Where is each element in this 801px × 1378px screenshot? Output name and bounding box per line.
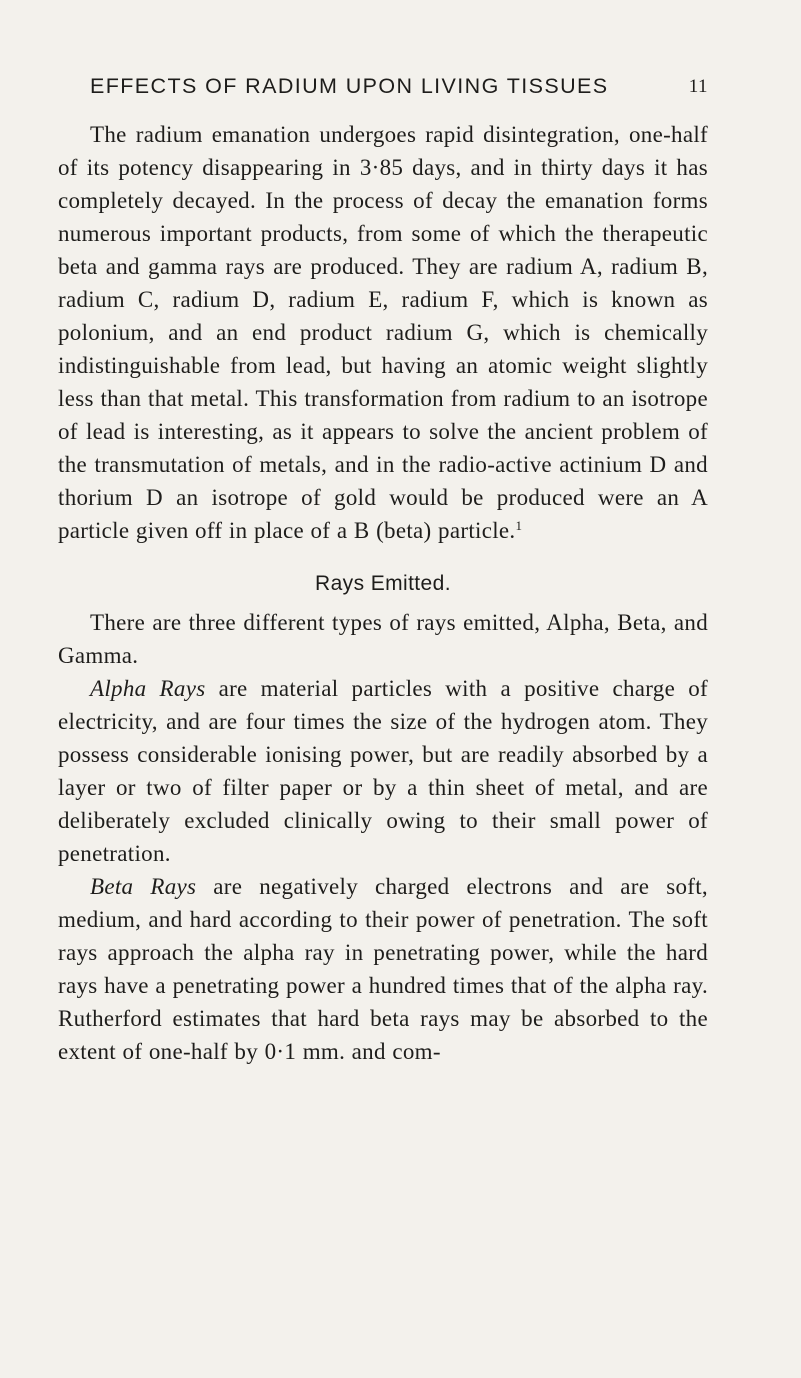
footnote-marker: 1 <box>515 518 523 533</box>
alpha-rays-text: are material particles with a positive charge of electricity, and are four times the size of the hydrogen atom. They possess considerable ionising power, but are readily absorbed by a layer or two of filter paper or by a thin sheet of metal, and are deliberately excluded clinically owing to their small power of penetration. <box>58 676 708 866</box>
running-title: EFFECTS OF RADIUM UPON LIVING TISSUES <box>90 74 609 98</box>
running-head <box>58 72 708 112</box>
beta-rays-term: Beta Rays <box>90 874 197 899</box>
paragraph-ray-types: There are three different types of rays emitted, Alpha, Beta, and Gamma. <box>58 610 708 668</box>
paragraph-radium-decay-text: The radium emanation undergoes rapid disintegration, one-half of its potency disappearing in 3·85 days, and in thirty days it has completely decayed. In the process of decay the emanation forms numerous important products, from some of which the therapeutic beta and gamma rays are produced. They are radium A, radium B, radium C, radium D, radium E, radium F, which is known as polonium, and an end product radium G, which is chemically indistinguishable from lead, but having an atomic weight slightly less than that metal. This transformation from radium to an isotrope of lead is interesting, as it appears to solve the ancient problem of the transmutation of metals, and in the radio-active actinium D and thorium D an isotrope of gold would be produced were an A particle given off in place of a B (beta) particle. <box>58 122 708 543</box>
paragraph-radium-decay <box>58 118 708 547</box>
page-number: 11 <box>688 76 708 97</box>
alpha-rays-term: Alpha Rays <box>90 676 206 701</box>
book-page <box>58 72 708 1068</box>
beta-rays-text: are negatively charged electrons and are soft, medium, and hard according to their power of penetration. The soft rays approach the alpha ray in penetrating power, while the hard rays have a penetrating power a hundred times that of the alpha ray. Rutherford estimates that hard beta rays may be absorbed to the extent of one-half by 0·1 mm. and com- <box>58 874 708 1064</box>
section-heading: Rays Emitted. <box>315 572 451 595</box>
paragraph-beta-rays <box>58 870 708 1068</box>
paragraph-alpha-rays <box>58 672 708 870</box>
